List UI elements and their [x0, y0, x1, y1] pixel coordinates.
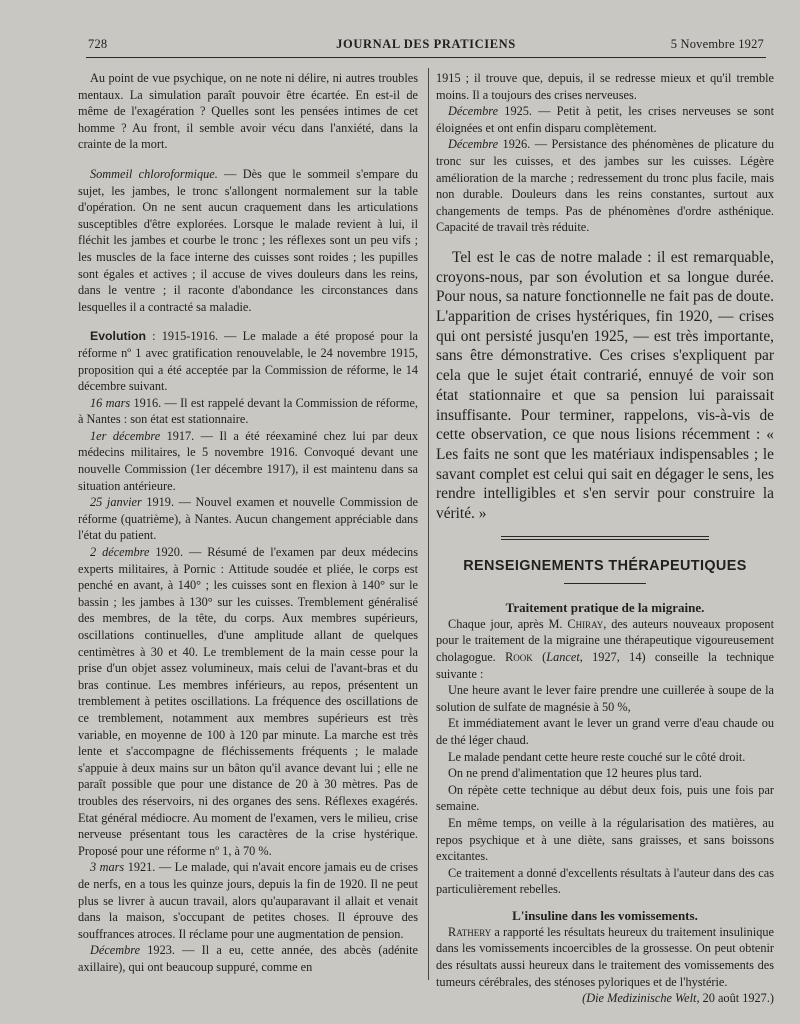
- journal-reference: Lancet: [546, 649, 580, 664]
- entry-text: 1919. — Nouvel examen et nouvelle Commission de réforme (quatrième), à Nantes. Aucun changement appréciable dans l'état du patient.: [78, 495, 419, 543]
- entry-text: 1920. — Résumé de l'examen par deux médecins experts militaires, à Pornic : Attitude soudée et pliée, le corps est penché en avant, à 140° ; les cuisses sont en flexion à 140° sur le bassin ; les jambes à 130° sur les cuisses. Tremblement généralisé des membres, de la tête, du corps. Aux membres supérieurs, oscillations continuelles, d'une amplitude allant de quelques centimètres à 30 et 40. Le tremblement de la main cesse pour la prise d'un objet assez volumineux, mais celui de l'avant-bras et du bras continue. Les membres inférieurs, au repos, présentent un tremblement à petites oscillations. La fréquence des oscillations de ce tremblement, notamment aux membres supérieurs est très variable, en moyenne de 100 à 120 par minute. La marche est très lente et s'accompagne de fléchissements fréquents ; le malade s'appuie à deux mains sur un bâton qu'il avance devant lui ; elle ne paraît possible que pour une distance de 20 à 30 mètres. Pas de troubles des réservoirs, ni des organes des sens. Réflexes exagérés. Etat général médiocre. Au moment de l'examen, vers le milieu, crise nerveuse présentant tous les caractères de la crise hystérique. Proposé pour une réforme nº 1, à 70 %.: [78, 545, 418, 858]
- entry-date: Décembre: [448, 137, 499, 152]
- migraine-step: Le malade pendant cette heure reste couché sur le côté droit.: [448, 749, 746, 764]
- entry-date: 16 mars: [90, 395, 131, 410]
- paragraph-sommeil: [78, 166, 418, 315]
- author-name: Rook: [505, 649, 533, 664]
- section-double-rule: [501, 536, 709, 540]
- paragraph-psychique: Au point de vue psychique, on ne note ni délire, ni autres troubles mentaux. La simulation paraît pouvoir être écartée. En est-il de même de l'exagération ? Quelles sont les pensées intimes de cet homme ? Au front, il semble avoir vécu dans l'anxiété, dans la crainte de la mort.: [78, 71, 418, 152]
- entry-1916: [78, 395, 418, 428]
- journal-title: JOURNAL DES PRATICIENS: [336, 37, 516, 51]
- migraine-step: Et immédiatement avant le lever un grand verre d'eau chaude ou de thé léger chaud.: [436, 716, 774, 747]
- section-short-rule: [564, 583, 646, 584]
- entry-1919: [78, 494, 418, 544]
- subheading-migraine: Traitement pratique de la migraine.: [505, 599, 705, 615]
- conclusion-paragraph: Tel est le cas de notre malade : il est remarquable, croyons-nous, par son évolution et sa longue durée. Pour nous, sa nature fonctionnelle ne fait pas de doute. L'apparition de crises hystériques, fin 1920, — crises qui ont persisté jusqu'en 1925, — est très importante, sans être démonstrative. Ces crises s'expliquent par cela que le sujet était contrarié, ennuyé de voir son état stationnaire et que sa pension lui paraissait insuffisante. Pour terminer, rappelons, vis-à-vis de cette observation, ce que nous lisions récemment : « Les faits ne sont que les matériaux indispensables ; le savant complet est celui qui sait en dégager le sens, les rendre intelligibles et s'en servir pour construire la vérité. »: [436, 248, 774, 523]
- entry-text: 1926. — Persistance des phénomènes de plicature du tronc sur les cuisses, et des jambes sur les cuisses. Légère amélioration de la marche ; redressement du tronc plus facile, mais non durable. Douleurs dans les reins constantes, surtout aux changements de temps. Pas de phénomènes d'ordre asthénique. Capacité de travail très réduite.: [436, 137, 774, 235]
- entry-1921: [78, 859, 418, 942]
- entry-date: Décembre: [90, 943, 141, 958]
- entry-text: 1925. — Petit à petit, les crises nerveuses se sont éloignées et ont enfin disparu complètement.: [436, 104, 774, 135]
- entry-1917: [78, 428, 418, 494]
- page-number: 728: [88, 37, 108, 51]
- column-divider: [428, 68, 429, 980]
- text-run: (: [532, 649, 547, 664]
- insuline-paragraph: [436, 924, 774, 990]
- text-run: Chaque jour, après M.: [448, 616, 568, 631]
- left-column: [78, 70, 418, 975]
- issue-date: 5 Novembre 1927: [670, 37, 764, 51]
- entry-date: 1er décembre: [90, 428, 161, 443]
- entry-date: 25 janvier: [90, 495, 142, 510]
- insuline-source: [436, 990, 774, 1007]
- entry-text: 1923. — Il a eu, cette année, des abcès (adénite axillaire), qui ont beaucoup suppuré, comme en: [78, 943, 418, 974]
- migraine-step: On répète cette technique au début deux fois, puis une fois par semaine.: [436, 782, 774, 814]
- entry-date: Décembre: [448, 104, 499, 119]
- subheading-evolution: Evolution: [90, 329, 147, 344]
- entry-text: 1917. — Il a été réexaminé chez lui par deux médecins militaires, le 5 novembre 1916. Convoqué devant une nouvelle Commission (1er décembre 1917), il est maintenu dans sa situation antérieure.: [78, 428, 418, 493]
- migraine-step: On ne prend d'alimentation que 12 heures plus tard.: [448, 766, 702, 781]
- paragraph-sommeil-text: — Dès que le sommeil s'empare du sujet, les jambes, le tronc s'allongent normalement sur la table d'opération. On ne sent aucun craquement dans les articulations susceptibles d'être explorées. Lorsque le malade revient à lui, il fléchit les jambes et courbe le tronc ; les réflexes sont un peu vifs ; les muscles de la face interne des cuisses sont roides ; les pupilles sont égales et actives ; il accuse de vives douleurs dans les reins, dans le ventre ; il raconte d'abondance les circonstances dans lesquelles il a contracté sa maladie.: [78, 166, 418, 314]
- entry-date: 2 décembre: [90, 545, 150, 560]
- text-run: a rapporté les résultats heureux du traitement insulinique dans les vomissements incoercibles de la grossesse. On peut obtenir des résultats aussi heureux dans le traitement des vomissements des tumeurs cérébrales, des sténoses pyloriques et de l'hystérie.: [436, 924, 774, 989]
- running-header: [88, 37, 764, 57]
- author-name: Rathery: [448, 924, 492, 939]
- text-run: , des auteurs nouveaux proposent pour le traitement de la migraine une thérapeutique vigoureusement cholagogue.: [436, 616, 774, 664]
- entry-1926: [436, 136, 774, 236]
- migraine-intro: [436, 616, 774, 682]
- author-name: Chiray: [567, 616, 604, 631]
- paragraph-evolution-text: : 1915-1916. — Le malade a été proposé pour la réforme nº 1 avec gratification renouvelable, le 24 novembre 1915, proposition qui a été acceptée par la Commission de réforme, le 14 décembre suivant.: [78, 329, 418, 394]
- entry-date: 3 mars: [90, 860, 125, 875]
- entry-1923: [78, 942, 418, 975]
- section-title: RENSEIGNEMENTS THÉRAPEUTIQUES: [463, 557, 747, 574]
- entry-1920: [78, 544, 418, 859]
- conclusion-block: [436, 248, 774, 524]
- paragraph-continued: 1915 ; il trouve que, depuis, il se redresse mieux et qu'il tremble moins. Il a toujours des crises nerveuses.: [436, 71, 774, 102]
- source-date: 20 août 1927.): [699, 991, 774, 1006]
- right-column: [436, 70, 774, 1007]
- entry-1925: [436, 103, 774, 136]
- subheading-sommeil: Sommeil chloroformique.: [90, 166, 218, 181]
- migraine-step: Une heure avant le lever faire prendre une cuillerée à soupe de la solution de sulfate de magnésie à 50 %,: [436, 683, 774, 714]
- entry-text: 1916. — Il est rappelé devant la Commission de réforme, à Nantes : son état est stationnaire.: [78, 395, 418, 427]
- subheading-insuline: L'insuline dans les vomissements.: [512, 907, 698, 923]
- entry-text: 1921. — Le malade, qui n'avait encore jamais eu de crises de nerfs, en a tous les quinze jours, depuis la fin de 1920. Il ne peut plus se livrer à aucun travail, alors qu'auparavant il allait et venait dans la maison, s'occupant de petites choses. Il éprouve des souffrances atroces. Il réclame pour une augmentation de pension.: [78, 860, 418, 941]
- source-journal: (Die Medizinische Welt,: [582, 991, 700, 1006]
- paragraph-evolution: [78, 328, 418, 394]
- migraine-step: Ce traitement a donné d'excellents résultats à l'auteur dans des cas particulièrement rebelles.: [436, 865, 774, 897]
- text-run: , 1927, 14) conseille la technique suivante :: [436, 649, 774, 681]
- header-rule: [86, 57, 766, 58]
- migraine-step: En même temps, on veille à la régularisation des matières, au repos psychique et à une diète, sans graisses, et sans boissons excitantes.: [436, 815, 774, 864]
